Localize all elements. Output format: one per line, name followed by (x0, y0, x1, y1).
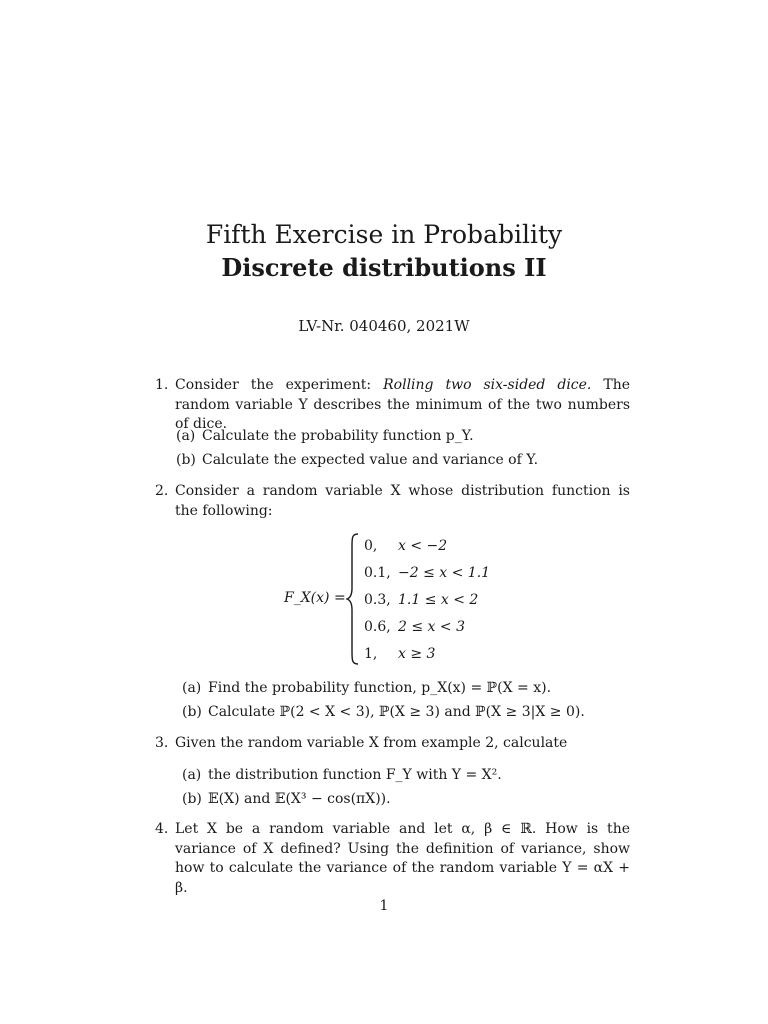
problem-1b: (b) Calculate the expected value and variance of Y. (176, 452, 539, 468)
page-number: 1 (379, 898, 389, 914)
problem-number: 1. (155, 377, 169, 393)
problem-2a: (a) Find the probability function, p_X(x) = ℙ(X = x). (182, 680, 552, 696)
function-lhs: F_X(x) = (284, 590, 346, 606)
piecewise-row: 0.3, 1.1 ≤ x < 2 (364, 592, 479, 608)
piecewise-row: 0.1, −2 ≤ x < 1.1 (364, 565, 491, 581)
problem-text: Consider a random variable X whose distribution function is the following: (175, 483, 630, 519)
problem-2 (155, 482, 630, 521)
problem-3 (155, 734, 630, 754)
problem-number: 2. (155, 483, 169, 499)
problem-1a: (a) Calculate the probability function p_Y. (176, 428, 474, 444)
left-brace-icon (346, 532, 360, 666)
problem-4 (155, 820, 630, 898)
document-title: Fifth Exercise in Probability (205, 220, 563, 249)
problem-number: 4. (155, 821, 169, 837)
problem-text: Consider the experiment: Rolling two six-sided dice. The random variable Y describes the minimum of the two numbers of dice. (175, 377, 631, 432)
problem-text: Given the random variable X from example 2, calculate (175, 735, 568, 751)
piecewise-row: 0, x < −2 (364, 538, 448, 554)
piecewise-row: 0.6, 2 ≤ x < 3 (364, 619, 465, 635)
problem-3b: (b) 𝔼(X) and 𝔼(X³ − cos(πX)). (182, 791, 391, 807)
problem-text: Let X be a random variable and let α, β ∈ ℝ. How is the variance of X defined? Using the definition of variance, show how to calculate the variance of the random variable Y = αX + β. (175, 821, 630, 896)
problem-2b: (b) Calculate ℙ(2 < X < 3), ℙ(X ≥ 3) and ℙ(X ≥ 3|X ≥ 0). (182, 704, 585, 720)
problem-number: 3. (155, 735, 169, 751)
distribution-function-definition (284, 532, 504, 666)
document-subtitle: Discrete distributions II (221, 253, 547, 282)
course-number: LV-Nr. 040460, 2021W (298, 317, 470, 335)
piecewise-row: 1, x ≥ 3 (364, 646, 436, 662)
problem-3a: (a) the distribution function F_Y with Y = X². (182, 767, 502, 783)
